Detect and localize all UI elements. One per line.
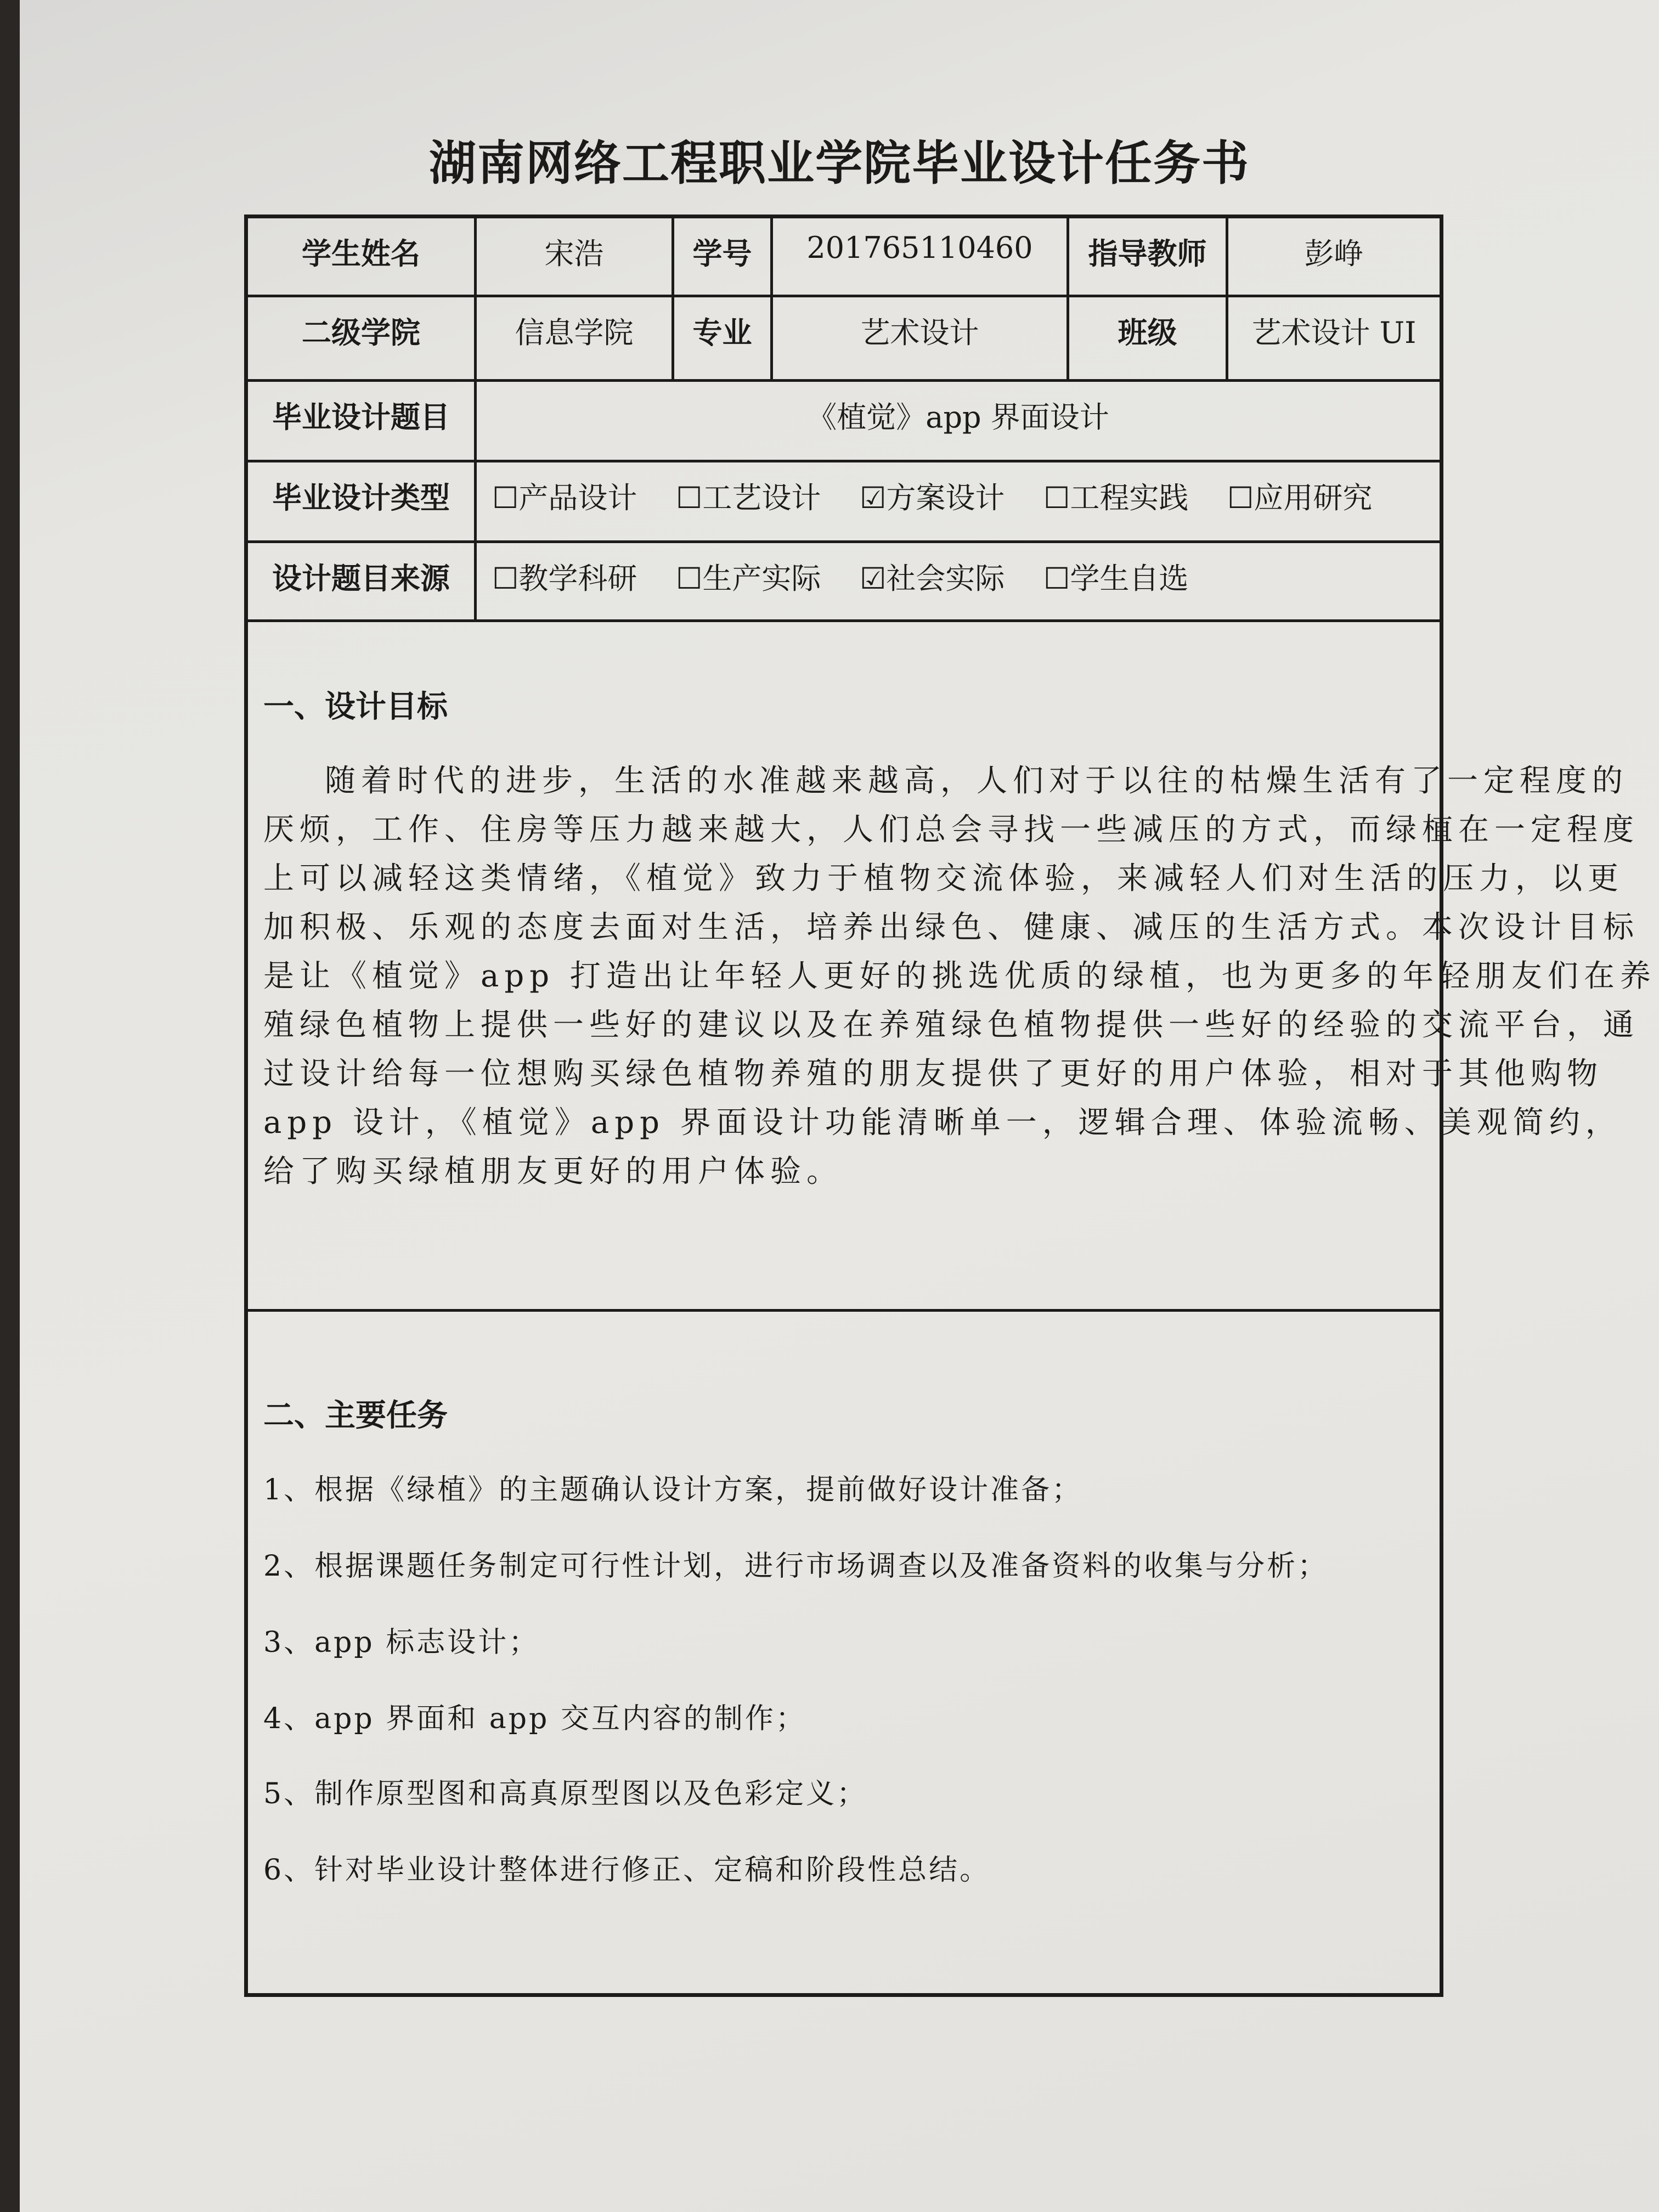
table-row [248,382,1440,462]
design-type-option[interactable] [860,475,1043,540]
checkbox-icon: ☐ [1227,481,1254,515]
design-type-label: 毕业设计类型 [248,462,477,540]
topic-source-option[interactable] [1043,555,1227,619]
goal-line: 殖绿色植物上提供一些好的建议以及在养殖绿色植物提供一些好的经验的交流平台，通 [263,1007,1639,1043]
table-row [248,297,1440,382]
main-tasks-section [248,1312,1440,1993]
option-label: 产品设计 [518,481,637,515]
task-table [244,215,1656,1997]
design-type-option[interactable] [676,475,860,540]
topic-source-option[interactable] [860,555,1043,619]
student-id-label: 学号 [674,218,773,295]
goal-line: 厌烦，工作、住房等压力越来越大，人们总会寻找一些减压的方式，而绿植在一定程度 [263,812,1639,848]
goal-line: 随着时代的进步，生活的水准越来越高，人们对于以往的枯燥生活有了一定程度的 [325,763,1628,799]
option-label: 应用研究 [1254,481,1373,515]
checkbox-icon: ☐ [492,481,519,515]
design-type-option[interactable] [1227,475,1411,540]
design-goal-heading: 一、设计目标 [263,689,448,725]
task-item: 1、根据《绿植》的主题确认设计方案，提前做好设计准备； [263,1474,1083,1506]
table-row [248,462,1440,543]
task-item: 2、根据课题任务制定可行性计划，进行市场调查以及准备资料的收集与分析； [263,1550,1329,1583]
goal-line: app 设计，《植觉》app 界面设计功能清晰单一，逻辑合理、体验流畅、美观简约， [263,1105,1622,1141]
topic-source-options [477,543,1440,619]
topic-source-option[interactable] [492,555,676,619]
design-type-option[interactable] [1043,475,1227,540]
design-type-options [477,462,1440,540]
college-label: 二级学院 [248,297,477,379]
document-title: 湖南网络工程职业学院毕业设计任务书 [429,136,1250,191]
checkbox-icon: ☐ [1043,561,1070,596]
college: 信息学院 [477,297,674,379]
table-row [248,218,1440,297]
design-type-option[interactable] [492,475,676,540]
goal-line: 是让《植觉》app 打造出让年轻人更好的挑选优质的绿植，也为更多的年轻朋友们在养 [263,958,1656,994]
goal-line: 给了购买绿植朋友更好的用户体验。 [263,1154,843,1189]
task-item: 6、针对毕业设计整体进行修正、定稿和阶段性总结。 [263,1854,991,1887]
option-label: 社会实际 [886,561,1005,596]
advisor: 彭峥 [1304,236,1364,271]
goal-line: 加积极、乐观的态度去面对生活，培养出绿色、健康、减压的生活方式。本次设计目标 [263,910,1639,945]
option-label: 工艺设计 [702,481,821,515]
checkbox-checked-icon: ☑ [860,561,887,596]
student-name: 宋浩 [477,218,674,295]
class-label: 班级 [1069,297,1228,379]
checkbox-icon: ☐ [676,481,703,515]
student-id: 201765110460 [773,218,1069,295]
student-name-label: 学生姓名 [248,218,477,295]
task-item: 4、app 界面和 app 交互内容的制作； [263,1702,806,1735]
class: 艺术设计 UI [1251,315,1417,350]
main-tasks-heading: 二、主要任务 [263,1398,448,1434]
task-item: 3、app 标志设计； [263,1626,540,1659]
design-goal-section [248,622,1656,1312]
goal-line: 上可以减轻这类情绪，《植觉》致力于植物交流体验，来减轻人们对生活的压力，以更 [263,861,1624,896]
checkbox-icon: ☐ [676,561,703,596]
checkbox-checked-icon: ☑ [860,481,887,515]
goal-line: 过设计给每一位想购买绿色植物养殖的朋友提供了更好的用户体验，相对于其他购物 [263,1056,1603,1092]
task-item: 5、制作原型图和高真原型图以及色彩定义； [263,1778,868,1810]
option-label: 教学科研 [518,561,637,596]
topic-label: 毕业设计题目 [248,382,477,460]
option-label: 方案设计 [886,481,1005,515]
advisor-label: 指导教师 [1069,218,1228,295]
topic-source-label: 设计题目来源 [248,543,477,619]
document-page [20,0,1659,2212]
option-label: 学生自选 [1070,561,1189,596]
checkbox-icon: ☐ [492,561,519,596]
topic-source-option[interactable] [676,555,860,619]
option-label: 工程实践 [1070,481,1189,515]
checkbox-icon: ☐ [1043,481,1070,515]
major-label: 专业 [674,297,773,379]
major: 艺术设计 [773,297,1069,379]
topic: 《植觉》app 界面设计 [807,400,1109,435]
option-label: 生产实际 [702,561,821,596]
table-row [248,543,1440,622]
